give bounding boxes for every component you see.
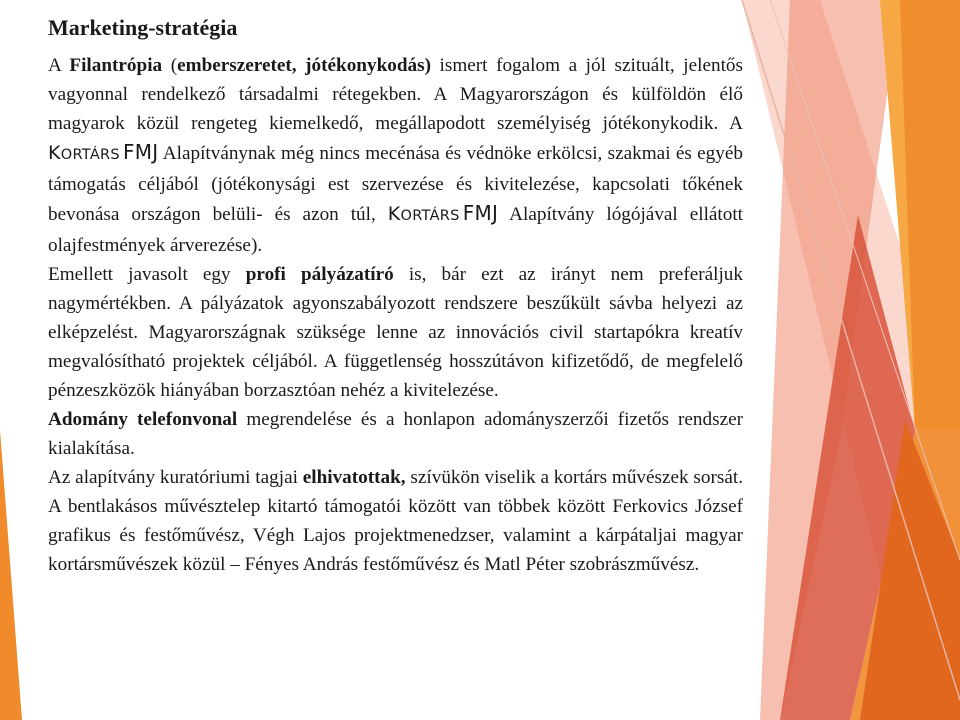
page-title: Marketing-stratégia [48, 15, 238, 40]
text-span: szívükön viselik a kortárs művészek sorsát. A bentlakásos művésztelep kitartó támogatói között van többek között Ferkovics József grafikus és festőművész, Végh Lajos projektmenedzser, valamint a kárpátaljai magyar kortársművészek közül – Fényes András festőművész és Matl Péter szobrászművész. [48, 466, 743, 575]
paragraph-filantropia [48, 51, 743, 260]
paragraph-kuratorium [48, 463, 743, 579]
text-span: A [48, 54, 70, 76]
text-span: Emellett javasolt egy [48, 263, 246, 285]
text-span: Az alapítvány kuratóriumi tagjai [48, 466, 303, 488]
text-span: megrendelése és a honlapon adományszerzői fizetős rendszer kialakítása. [48, 408, 743, 459]
bold-text: elhivatottak, [302, 466, 406, 488]
left-accent-triangle [0, 430, 22, 720]
text-span: ismert fogalom a jól szituált, jelentős vagyonnal rendelkező társadalmi rétegekben. A Magyarországon és külföldön élő magyarok közül rengeteg kiemelkedő, megállapodott személyiség jótékonykodik. A [48, 54, 743, 134]
brand-initial: K [387, 202, 401, 225]
brand-fmj: FMJ [122, 139, 159, 164]
text-span: Alapítvány lógójával ellátott olajfestmények árverezése). [48, 203, 743, 256]
brand-fmj: FMJ [462, 200, 499, 225]
paragraph-palyazatiro [48, 260, 743, 405]
bold-text: emberszeretet, jótékonykodás) [177, 54, 431, 76]
text-span: is, bár ezt az irányt nem preferáljuk nagymértékben. A pályázatok agyonszabályozott rendszere beszűkült sávba helyezi az elképzelést. Magyarországnak szüksége lenne az innovációs civil startapókra kreatív megvalósítható projektek céljából. A függetlenség hosszútávon kifizetődő, de megfelelő pénzeszközök hiányában borzasztóan nehéz a kivitelezése. [48, 263, 743, 401]
bold-text: profi pályázatíró [245, 263, 394, 285]
slide-content [48, 14, 743, 579]
text-span: ( [162, 54, 178, 76]
brand-ortars: ORTÁRS [400, 207, 460, 224]
bold-text: Adomány telefonvonal [48, 408, 238, 430]
kortars-fmj-brand [48, 139, 159, 164]
brand-initial: K [48, 141, 61, 164]
paragraph-adomany [48, 405, 743, 463]
brand-ortars: ORTÁRS [60, 146, 120, 163]
text-span: Alapítványnak még nincs mecénása és védnöke erkölcsi, szakmai és egyéb támogatás céljából (jótékonysági est szervezése és kivitelezése, kapcsolati tőkének bevonása országon belüli- és azon túl, [48, 142, 743, 225]
bold-text: Filantrópia [69, 54, 163, 76]
kortars-fmj-brand [387, 200, 499, 225]
